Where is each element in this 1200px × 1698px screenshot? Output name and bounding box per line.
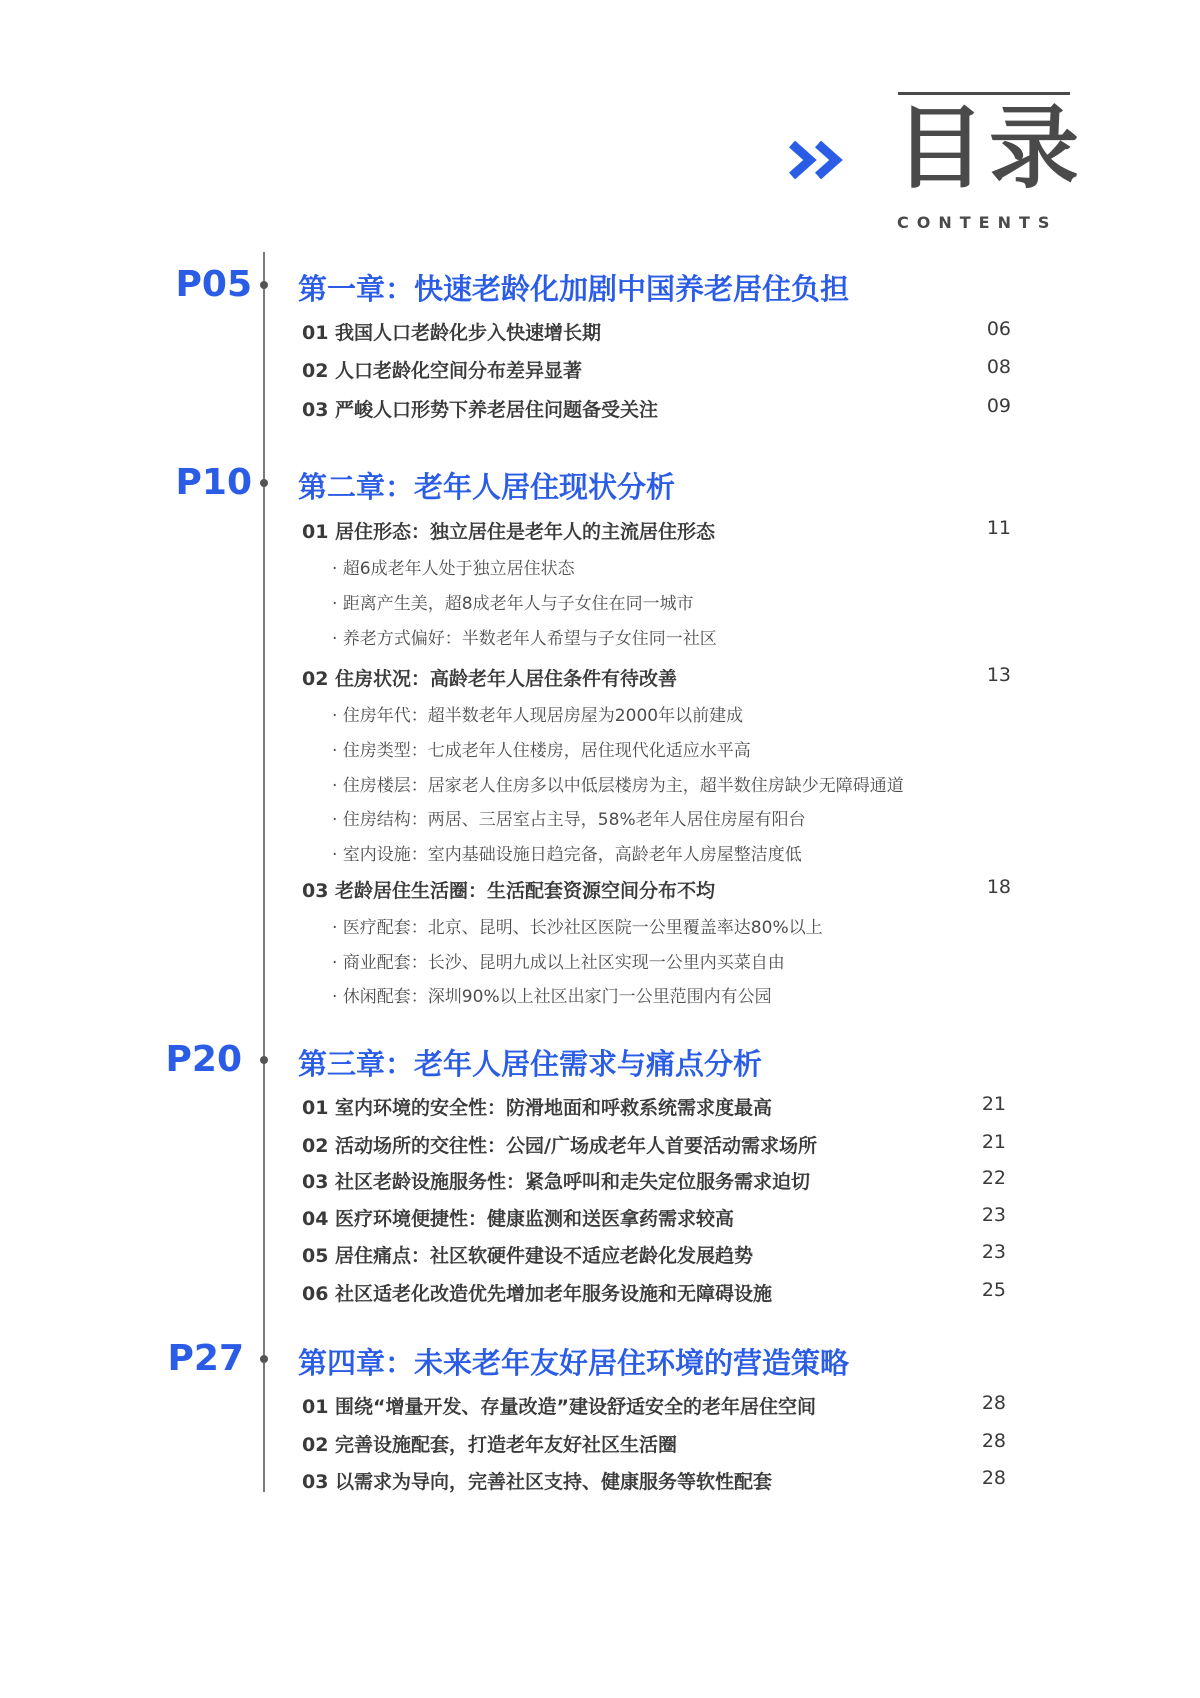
chapter-page-number[interactable]: P20 xyxy=(165,1039,242,1080)
chapter-page-number[interactable]: P10 xyxy=(175,462,252,503)
double-chevron-right-icon xyxy=(788,138,848,182)
toc-entry-page: 22 xyxy=(981,1167,1006,1189)
timeline-dot xyxy=(260,1355,268,1363)
chapter-page-number[interactable]: P27 xyxy=(167,1338,244,1379)
page-title: 目录 xyxy=(895,96,1083,201)
toc-entry-page: 23 xyxy=(981,1241,1006,1263)
toc-entry-page: 28 xyxy=(981,1467,1006,1489)
timeline-dot xyxy=(260,479,268,487)
toc-entry[interactable]: 02 人口老龄化空间分布差异显著 xyxy=(302,360,583,382)
toc-entry-page: 11 xyxy=(986,517,1011,539)
toc-entry[interactable]: 05 居住痛点：社区软硬件建设不适应老龄化发展趋势 xyxy=(302,1245,754,1267)
toc-subentry[interactable]: · 超6成老年人处于独立居住状态 xyxy=(332,559,575,579)
toc-entry[interactable]: 03 社区老龄设施服务性：紧急呼叫和走失定位服务需求迫切 xyxy=(302,1171,811,1193)
toc-entry-page: 28 xyxy=(981,1430,1006,1452)
chapter-title[interactable]: 第三章：老年人居住需求与痛点分析 xyxy=(298,1047,763,1081)
toc-subentry[interactable]: · 商业配套：长沙、昆明九成以上社区实现一公里内买菜自由 xyxy=(332,953,785,973)
toc-entry-page: 08 xyxy=(986,356,1011,378)
toc-subentry[interactable]: · 距离产生美，超8成老年人与子女住在同一城市 xyxy=(332,594,694,614)
chapter-title[interactable]: 第一章：快速老龄化加剧中国养老居住负担 xyxy=(298,272,850,306)
toc-entry-page: 13 xyxy=(986,664,1011,686)
toc-subentry[interactable]: · 养老方式偏好：半数老年人希望与子女住同一社区 xyxy=(332,629,717,649)
toc-subentry[interactable]: · 室内设施：室内基础设施日趋完备，高龄老年人房屋整洁度低 xyxy=(332,845,802,865)
toc-entry-page: 09 xyxy=(986,395,1011,417)
toc-entry-page: 18 xyxy=(986,876,1011,898)
toc-entry[interactable]: 06 社区适老化改造优先增加老年服务设施和无障碍设施 xyxy=(302,1283,773,1305)
toc-entry[interactable]: 02 活动场所的交往性：公园/广场成老年人首要活动需求场所 xyxy=(302,1135,817,1157)
toc-entry[interactable]: 03 以需求为导向，完善社区支持、健康服务等软性配套 xyxy=(302,1471,773,1493)
toc-subentry[interactable]: · 住房结构：两居、三居室占主导，58%老年人居住房屋有阳台 xyxy=(332,810,806,830)
toc-entry-page: 06 xyxy=(986,318,1011,340)
toc-entry-page: 21 xyxy=(981,1093,1006,1115)
toc-entry[interactable]: 01 我国人口老龄化步入快速增长期 xyxy=(302,322,602,344)
toc-subentry[interactable]: · 休闲配套：深圳90%以上社区出家门一公里范围内有公园 xyxy=(332,987,772,1007)
toc-entry[interactable]: 02 完善设施配套，打造老年友好社区生活圈 xyxy=(302,1434,678,1456)
toc-entry[interactable]: 01 室内环境的安全性：防滑地面和呼救系统需求度最高 xyxy=(302,1097,773,1119)
contents-header xyxy=(0,0,1200,240)
page-subtitle: CONTENTS xyxy=(897,213,1058,232)
toc-entry[interactable]: 02 住房状况：高龄老年人居住条件有待改善 xyxy=(302,668,678,690)
toc-entry[interactable]: 01 围绕“增量开发、存量改造”建设舒适安全的老年居住空间 xyxy=(302,1396,817,1418)
toc-entry-page: 23 xyxy=(981,1204,1006,1226)
header-top-rule xyxy=(898,92,1070,95)
toc-subentry[interactable]: · 住房年代：超半数老年人现居房屋为2000年以前建成 xyxy=(332,706,744,726)
toc-subentry[interactable]: · 住房类型：七成老年人住楼房，居住现代化适应水平高 xyxy=(332,741,751,761)
timeline-dot xyxy=(260,281,268,289)
toc-subentry[interactable]: · 医疗配套：北京、昆明、长沙社区医院一公里覆盖率达80%以上 xyxy=(332,918,823,938)
toc-entry[interactable]: 03 严峻人口形势下养老居住问题备受关注 xyxy=(302,399,659,421)
chapter-title[interactable]: 第四章：未来老年友好居住环境的营造策略 xyxy=(298,1346,850,1380)
chapter-title[interactable]: 第二章：老年人居住现状分析 xyxy=(298,470,676,504)
toc-entry[interactable]: 03 老龄居住生活圈：生活配套资源空间分布不均 xyxy=(302,880,716,902)
toc-entry[interactable]: 04 医疗环境便捷性：健康监测和送医拿药需求较高 xyxy=(302,1208,735,1230)
toc-entry-page: 21 xyxy=(981,1131,1006,1153)
chapter-page-number[interactable]: P05 xyxy=(175,264,252,305)
timeline-line xyxy=(263,252,265,1492)
toc-subentry[interactable]: · 住房楼层：居家老人住房多以中低层楼房为主，超半数住房缺少无障碍通道 xyxy=(332,776,904,796)
toc-entry-page: 25 xyxy=(981,1279,1006,1301)
toc-entry-page: 28 xyxy=(981,1392,1006,1414)
toc-entry[interactable]: 01 居住形态：独立居住是老年人的主流居住形态 xyxy=(302,521,716,543)
timeline-dot xyxy=(260,1056,268,1064)
